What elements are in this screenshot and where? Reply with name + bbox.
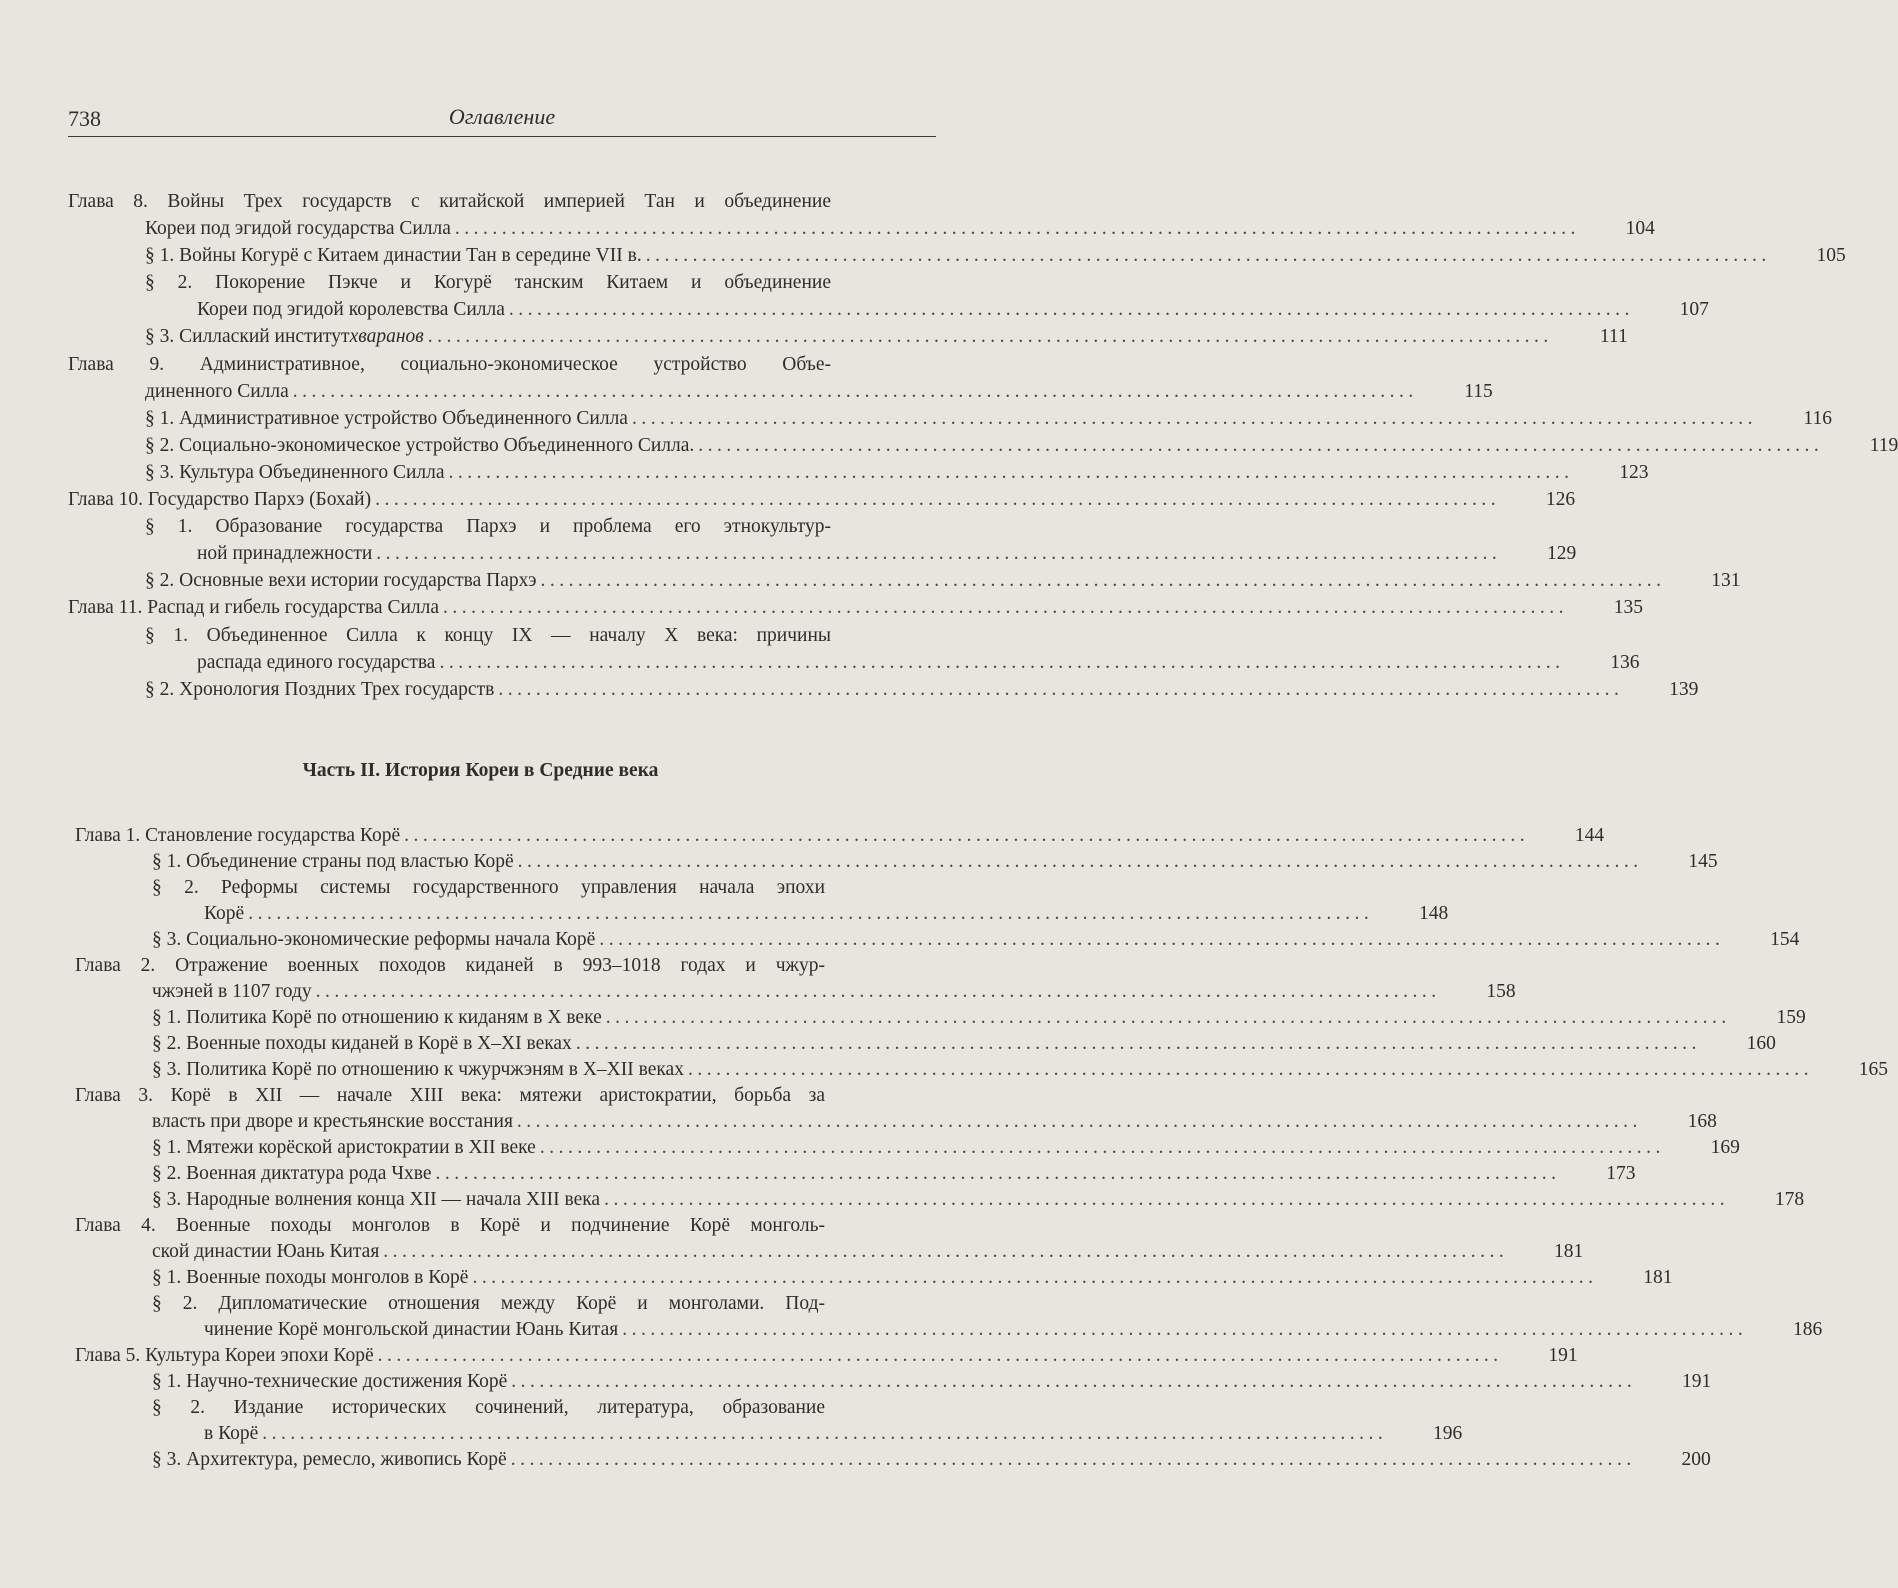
entry-title-line: § 3. Народные волнения конца XII — начала XIII века <box>152 1189 601 1210</box>
dot-leader: ........................................................................................................................ <box>448 461 1574 483</box>
entry-page-number: 169 <box>1710 1137 1740 1158</box>
dot-leader: ........................................................................................................................ <box>443 597 1569 619</box>
entry-title-line: § 1. Образование государства Пархэ и проблема его этнокультур- <box>145 516 831 538</box>
dot-leader: ........................................................................................................................ <box>383 1241 1509 1262</box>
toc-entry-section <box>68 676 1699 703</box>
toc-entry-chapter <box>68 351 1493 405</box>
entry-title-line: § 2. Социально-экономическое устройство Объединенного Силла. <box>145 434 695 456</box>
entry-page-number: 126 <box>1545 489 1576 511</box>
toc-entry-section <box>75 927 1800 953</box>
entry-title-line: § 2. Военная диктатура рода Чхве <box>152 1163 432 1184</box>
toc-entry-chapter <box>75 953 1516 1005</box>
entry-page-number: 123 <box>1619 461 1649 483</box>
entry-title-line: § 1. Административное устройство Объединенного Силла <box>145 407 628 429</box>
entry-title-line: Глава 5. Культура Кореи эпохи Корё <box>75 1345 374 1366</box>
entry-title-line: § 3. Социально-экономические реформы начала Корё <box>152 929 596 950</box>
toc-entry-section <box>68 567 1741 594</box>
toc-entry-chapter <box>68 486 1576 513</box>
dot-leader: ........................................................................................................................ <box>375 489 1501 511</box>
dot-leader: ........................................................................................................................ <box>377 1345 1503 1366</box>
dot-leader: ........................................................................................................................ <box>622 1319 1748 1340</box>
entry-title-line: § 1. Объединенное Силла к концу IX — началу X века: причины <box>145 624 831 646</box>
entry-title-line: ной принадлежности <box>197 543 373 565</box>
entry-page-number: 196 <box>1433 1423 1463 1444</box>
dot-leader: ........................................................................................................................ <box>262 1423 1388 1444</box>
entry-title-line: § 1. Мятежи корёской аристократии в XII веке <box>152 1137 536 1158</box>
entry-title-line: § 3. Архитектура, ремесло, живопись Корё <box>152 1449 507 1470</box>
entry-page-number: 129 <box>1547 543 1577 565</box>
dot-leader: ........................................................................................................................ <box>604 1189 1730 1210</box>
dot-leader: ........................................................................................................................ <box>248 903 1374 924</box>
toc-entry-section <box>68 323 1628 350</box>
entry-title-line: § 3. Политика Корё по отношению к чжурчжэням в X–XII веках <box>152 1059 684 1080</box>
entry-title-line: § 1. Военные походы монголов в Корё <box>152 1267 469 1288</box>
toc-entry-section <box>75 1369 1712 1395</box>
dot-leader: ........................................................................................................................ <box>404 825 1530 846</box>
entry-title-line: распада единого государства <box>197 651 436 673</box>
entry-title-line: Кореи под эгидой королевства Силла <box>197 299 505 321</box>
dot-leader: ........................................................................................................................ <box>292 380 1418 402</box>
dot-leader: ........................................................................................................................ <box>605 1007 1731 1028</box>
entry-title-line: чинение Корё монгольской династии Юань Китая <box>204 1319 619 1340</box>
entry-title-line: диненного Силла <box>145 380 289 402</box>
toc-entry-section <box>75 849 1718 875</box>
entry-page-number: 144 <box>1574 825 1605 846</box>
toc-entry-section <box>68 432 1898 459</box>
toc-entry-section <box>75 1395 1463 1447</box>
entry-page-number: 191 <box>1548 1345 1578 1366</box>
entry-title-line: § 1. Политика Корё по отношению к киданям в X веке <box>152 1007 602 1028</box>
dot-leader: ........................................................................................................................ <box>540 570 1666 592</box>
entry-title-line: § 1. Объединение страны под властью Корё <box>152 851 514 872</box>
entry-title-line: § 3. Культура Объединенного Силла <box>145 461 445 483</box>
entry-title-line: ской династии Юань Китая <box>152 1241 380 1262</box>
entry-title-line: Глава 1. Становление государства Корё <box>75 825 401 846</box>
dot-leader: ........................................................................................................................ <box>516 1111 1642 1132</box>
dot-leader: ........................................................................................................................ <box>508 299 1634 321</box>
entry-title-line: Глава 4. Военные походы монголов в Корё и подчинение Корё монголь- <box>75 1215 825 1236</box>
entry-page-number: 115 <box>1464 380 1493 402</box>
entry-page-number: 105 <box>1816 245 1846 267</box>
entry-page-number: 158 <box>1486 981 1516 1002</box>
entry-title-line: Глава 2. Отражение военных походов киданей в 993–1018 годах и чжур- <box>75 955 825 976</box>
entry-title-line: Глава 3. Корё в XII — начале XIII века: мятежи аристократии, борьба за <box>75 1085 825 1106</box>
entry-page-number: 135 <box>1613 597 1644 619</box>
entry-page-number: 107 <box>1679 299 1709 321</box>
entry-title-line: Корё <box>204 903 245 924</box>
dot-leader: ........................................................................................................................ <box>498 678 1624 700</box>
part2-heading: Часть II. История Кореи в Средние века <box>302 760 659 781</box>
entry-title-line: Глава 9. Административное, социально-экономическое устройство Объе- <box>68 353 831 375</box>
entry-title-line: власть при дворе и крестьянские восстания <box>152 1111 513 1132</box>
toc-entry-chapter <box>75 1083 1717 1135</box>
entry-title-line: § 1. Научно-технические достижения Корё <box>152 1371 508 1392</box>
dot-leader: ........................................................................................................................ <box>435 1163 1561 1184</box>
entry-title-line: § 2. Военные походы киданей в Корё в X–XI веках <box>152 1033 572 1054</box>
dot-leader: ........................................................................................................................ <box>376 543 1502 565</box>
toc-entry-chapter <box>68 594 1644 621</box>
entry-title-line: § 2. Хронология Поздних Трех государств <box>145 678 495 700</box>
toc-entry-section <box>75 1161 1636 1187</box>
toc-entry-chapter <box>75 1213 1584 1265</box>
dot-leader: ........................................................................................................................ <box>439 651 1565 673</box>
entry-title-italic: хваранов <box>349 326 424 348</box>
entry-page-number: 178 <box>1774 1189 1805 1210</box>
entry-page-number: 191 <box>1682 1371 1712 1392</box>
entry-page-number: 173 <box>1606 1163 1636 1184</box>
toc-entry-section <box>75 1291 1823 1343</box>
page-number: 738 <box>68 106 101 131</box>
toc-entry-section <box>68 269 1709 323</box>
toc-entry-section <box>75 1447 1711 1473</box>
entry-page-number: 168 <box>1687 1111 1717 1132</box>
dot-leader: ........................................................................................................................ <box>454 218 1580 240</box>
entry-page-number: 111 <box>1599 326 1628 348</box>
toc-entry-section <box>68 513 1577 567</box>
entry-page-number: 104 <box>1625 218 1655 240</box>
entry-page-number: 186 <box>1793 1319 1823 1340</box>
entry-page-number: 181 <box>1643 1267 1673 1288</box>
toc-entry-section <box>75 875 1449 927</box>
entry-title-line: Глава 10. Государство Пархэ (Бохай) <box>68 489 372 511</box>
toc-entry-section <box>68 459 1649 486</box>
dot-leader: ........................................................................................................................ <box>511 1371 1637 1392</box>
toc-entry-chapter <box>75 823 1605 849</box>
entry-page-number: 131 <box>1711 570 1741 592</box>
entry-page-number: 116 <box>1803 407 1832 429</box>
toc-entry-section <box>75 1135 1740 1161</box>
dot-leader: ........................................................................................................................ <box>575 1033 1701 1054</box>
dot-leader: ........................................................................................................................ <box>427 326 1553 348</box>
toc-entry-section <box>68 242 1846 269</box>
entry-title-line: § 2. Реформы системы государственного управления начала эпохи <box>152 877 825 898</box>
entry-title-line: Глава 8. Войны Трех государств с китайской империей Тан и объединение <box>68 191 831 212</box>
dot-leader: ........................................................................................................................ <box>472 1267 1598 1288</box>
dot-leader: ........................................................................................................................ <box>645 245 1771 267</box>
dot-leader: ........................................................................................................................ <box>315 981 1441 1002</box>
dot-leader: ........................................................................................................................ <box>631 407 1757 429</box>
dot-leader: ........................................................................................................................ <box>517 851 1643 872</box>
toc-entry-section <box>75 1057 1888 1083</box>
toc-part1 <box>68 188 1898 703</box>
toc-entry-section <box>75 1265 1673 1291</box>
entry-title-line: чжэней в 1107 году <box>152 981 312 1002</box>
entry-title-line: Кореи под эгидой государства Силла <box>145 218 451 240</box>
dot-leader: ........................................................................................................................ <box>687 1059 1813 1080</box>
entry-page-number: 148 <box>1418 903 1449 924</box>
toc-entry-section <box>68 405 1832 432</box>
entry-title-line: Глава 11. Распад и гибель государства Силла <box>68 597 440 619</box>
toc-entry-section <box>68 622 1640 676</box>
entry-page-number: 136 <box>1610 651 1640 673</box>
dot-leader: ........................................................................................................................ <box>698 434 1824 456</box>
entry-page-number: 154 <box>1770 929 1800 950</box>
dot-leader: ........................................................................................................................ <box>539 1137 1665 1158</box>
dot-leader: ........................................................................................................................ <box>599 929 1725 950</box>
entry-title-line: § 2. Дипломатические отношения между Корё и монголами. Под- <box>152 1293 825 1314</box>
entry-page-number: 181 <box>1554 1241 1584 1262</box>
entry-page-number: 200 <box>1681 1449 1711 1470</box>
running-header <box>68 104 936 137</box>
dot-leader: ........................................................................................................................ <box>510 1449 1636 1470</box>
running-title: Оглавление <box>448 104 556 129</box>
entry-page-number: 160 <box>1746 1033 1776 1054</box>
toc-entry-section <box>75 1031 1776 1057</box>
entry-title-line: § 3. Силлаский институт <box>145 326 350 348</box>
entry-page-number: 139 <box>1669 678 1699 700</box>
toc-entry-section <box>75 1187 1805 1213</box>
entry-page-number: 159 <box>1776 1007 1806 1028</box>
toc-entry-chapter <box>75 1343 1578 1369</box>
entry-title-line: § 2. Покорение Пэкче и Когурё танским Китаем и объединение <box>145 272 831 294</box>
entry-page-number: 119 <box>1869 434 1898 456</box>
entry-title-line: в Корё <box>204 1423 259 1444</box>
toc-entry-chapter <box>68 188 1655 242</box>
entry-title-line: § 2. Основные вехи истории государства Пархэ <box>145 570 537 592</box>
entry-page-number: 145 <box>1688 851 1718 872</box>
toc-part2 <box>75 823 1888 1473</box>
entry-page-number: 165 <box>1858 1059 1888 1080</box>
entry-title-line: § 2. Издание исторических сочинений, литература, образование <box>152 1397 825 1418</box>
entry-title-line: § 1. Войны Когурё с Китаем династии Тан в середине VII в. <box>145 245 642 267</box>
toc-entry-section <box>75 1005 1806 1031</box>
